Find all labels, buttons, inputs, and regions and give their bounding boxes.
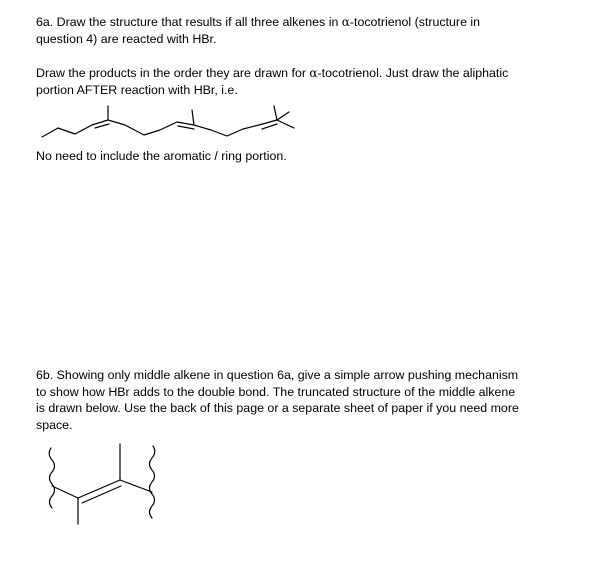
question-6b-text <box>36 367 584 433</box>
double-bond-2 <box>178 126 194 129</box>
aliphatic-chain-structure-icon <box>30 98 310 148</box>
double-bond-3 <box>262 124 277 129</box>
q6a-instruction-after: -tocotrienol. Just draw the aliphatic <box>317 66 509 80</box>
methyl-branch-2 <box>192 110 194 125</box>
q6b-line1: 6b. Showing only middle alkene in question 6a, give a simple arrow pushing mechanism <box>36 368 519 382</box>
left-chain-bond <box>52 486 78 498</box>
truncated-alkene-structure-icon <box>36 436 166 536</box>
methyl-branch-3 <box>274 106 277 120</box>
question-6a-instruction <box>36 65 584 98</box>
q6a-line2: question 4) are reacted with HBr. <box>36 31 217 46</box>
q6a-line1-before: 6a. Draw the structure that results if all three alkenes in <box>36 15 342 29</box>
q6a-line1-after: -tocotrienol (structure in <box>349 15 481 29</box>
alpha-symbol: α <box>341 15 350 29</box>
q6a-note: No need to include the aromatic / ring portion. <box>36 149 287 163</box>
question-6a-note <box>36 148 584 165</box>
terminal-methyl <box>277 120 294 128</box>
q6a-instruction-line2: portion AFTER reaction with HBr, i.e. <box>36 82 238 97</box>
right-chain-bond <box>120 480 152 492</box>
q6b-line3: is drawn below. Use the back of this page or a separate sheet of paper if you need more <box>36 401 519 415</box>
right-truncation-bracket <box>150 446 155 518</box>
chain-backbone <box>42 112 289 137</box>
question-6a-text <box>36 14 584 47</box>
q6a-instruction-before: Draw the products in the order they are drawn for <box>36 66 310 80</box>
q6b-line4: space. <box>36 417 73 432</box>
q6b-line2: to show how HBr adds to the double bond. The truncated structure of the middle alkene <box>36 384 516 399</box>
double-bond-1 <box>95 124 109 128</box>
left-truncation-bracket <box>49 448 54 508</box>
alpha-symbol-2: α <box>309 66 318 80</box>
